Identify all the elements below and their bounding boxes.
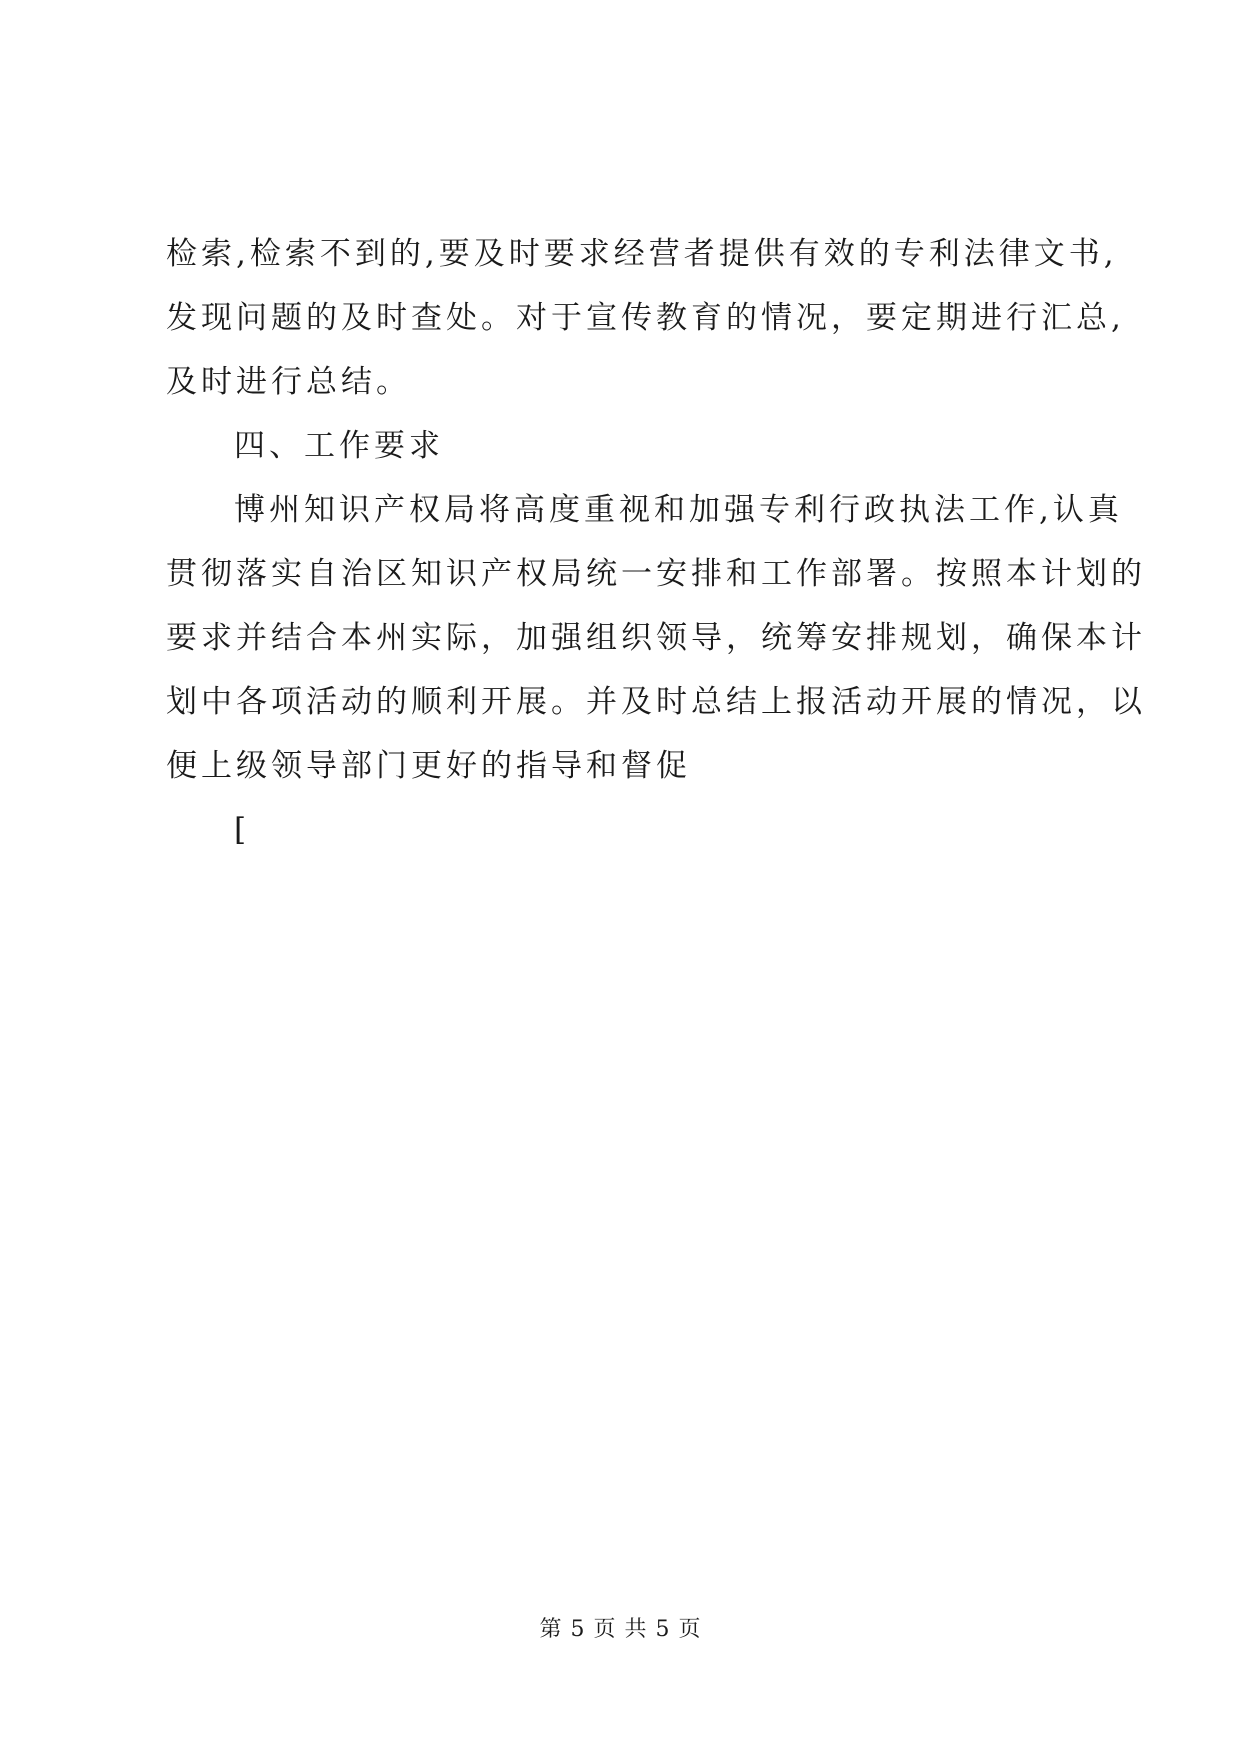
document-body [166,222,1146,862]
paragraph-line: 划中各项活动的顺利开展。并及时总结上报活动开展的情况，以 [166,684,1146,720]
page-footer: 第 5 页 共 5 页 [539,1617,702,1642]
paragraph-line: 及时进行总结。 [166,364,411,400]
paragraph-line: 博州知识产权局将高度重视和加强专利行政执法工作,认真 [234,492,1123,528]
paragraph-line: 便上级领导部门更好的指导和督促 [166,748,691,784]
paragraph-line: 发现问题的及时查处。对于宣传教育的情况，要定期进行汇总, [166,300,1125,336]
section-heading: 四、工作要求 [234,428,444,464]
paragraph-line: 贯彻落实自治区知识产权局统一安排和工作部署。按照本计划的 [166,556,1146,592]
paragraph-line: 要求并结合本州实际，加强组织领导，统筹安排规划，确保本计 [166,620,1146,656]
paragraph-line: 检索,检索不到的,要及时要求经营者提供有效的专利法律文书, [166,236,1118,272]
open-bracket: [ [234,812,247,848]
